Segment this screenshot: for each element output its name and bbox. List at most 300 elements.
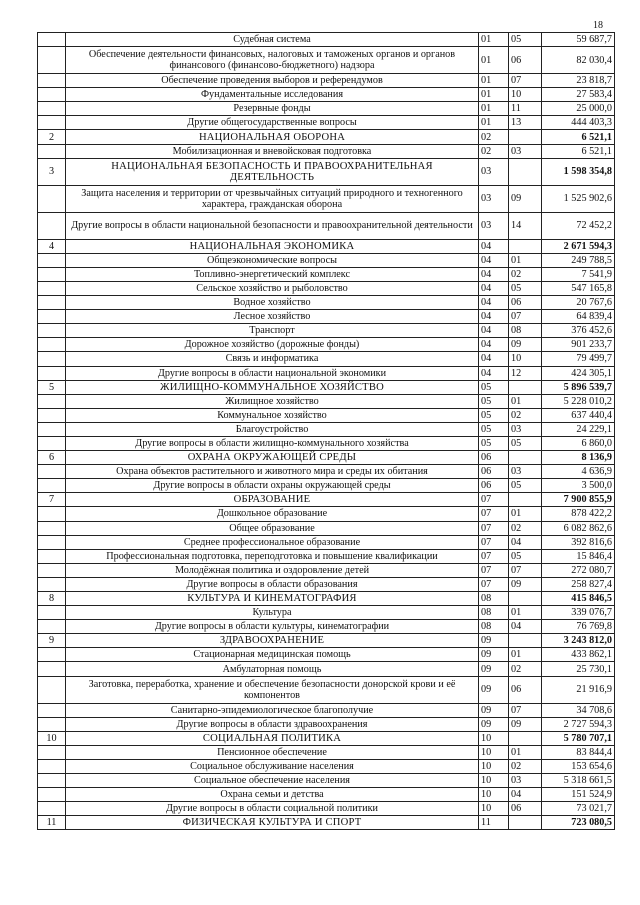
table-row [38, 507, 615, 521]
row-number [38, 606, 66, 620]
page-number: 18 [593, 20, 603, 31]
row-number [38, 33, 66, 47]
section-code: 01 [479, 88, 509, 102]
subsection-code: 02 [509, 408, 542, 422]
row-number [38, 338, 66, 352]
section-code: 03 [479, 212, 509, 239]
row-name: Дошкольное образование [66, 507, 479, 521]
row-number [38, 394, 66, 408]
table-row [38, 759, 615, 773]
row-number [38, 281, 66, 295]
row-number [38, 563, 66, 577]
subsection-code [509, 239, 542, 253]
amount-value: 637 440,4 [542, 408, 615, 422]
table-row [38, 465, 615, 479]
amount-value: 153 654,6 [542, 759, 615, 773]
row-name: Общеэкономические вопросы [66, 253, 479, 267]
table-row [38, 281, 615, 295]
section-code: 06 [479, 479, 509, 493]
amount-value: 25 730,1 [542, 662, 615, 676]
subsection-code [509, 816, 542, 830]
section-code: 07 [479, 563, 509, 577]
row-number [38, 310, 66, 324]
row-name: Амбулаторная помощь [66, 662, 479, 676]
table-row [38, 338, 615, 352]
subsection-code: 04 [509, 620, 542, 634]
budget-table-body [38, 33, 615, 830]
section-row [38, 731, 615, 745]
row-name: Другие вопросы в области культуры, кинематографии [66, 620, 479, 634]
amount-value: 5 228 010,2 [542, 394, 615, 408]
section-code: 09 [479, 703, 509, 717]
row-number [38, 759, 66, 773]
subsection-code: 08 [509, 324, 542, 338]
row-number [38, 745, 66, 759]
amount-value: 272 080,7 [542, 563, 615, 577]
subsection-code: 04 [509, 535, 542, 549]
subsection-code: 01 [509, 745, 542, 759]
amount-value: 79 499,7 [542, 352, 615, 366]
row-number [38, 788, 66, 802]
row-number: 9 [38, 634, 66, 648]
amount-value: 5 318 661,5 [542, 774, 615, 788]
row-number [38, 774, 66, 788]
row-number [38, 253, 66, 267]
section-row [38, 493, 615, 507]
row-name: Стационарная медицинская помощь [66, 648, 479, 662]
row-name: Заготовка, переработка, хранение и обеспечение безопасности донорской крови и её компонентов [66, 676, 479, 703]
subsection-code [509, 130, 542, 144]
section-code: 01 [479, 74, 509, 88]
section-code: 08 [479, 620, 509, 634]
row-number [38, 144, 66, 158]
row-name: Охрана объектов растительного и животного мира и среды их обитания [66, 465, 479, 479]
section-code: 09 [479, 676, 509, 703]
row-number: 5 [38, 380, 66, 394]
table-row [38, 676, 615, 703]
table-row [38, 144, 615, 158]
table-row [38, 88, 615, 102]
row-name: Обеспечение деятельности финансовых, налоговых и таможеных органов и органов финансового (финансово-бюджетного) надзора [66, 47, 479, 74]
subsection-code: 02 [509, 759, 542, 773]
subsection-code: 02 [509, 267, 542, 281]
row-name: Обеспечение проведения выборов и референдумов [66, 74, 479, 88]
row-number [38, 47, 66, 74]
section-code: 03 [479, 185, 509, 212]
amount-value: 20 767,6 [542, 296, 615, 310]
row-name: Другие вопросы в области здравоохранения [66, 717, 479, 731]
subsection-code [509, 451, 542, 465]
row-name: Коммунальное хозяйство [66, 408, 479, 422]
section-code: 11 [479, 816, 509, 830]
row-name: Резервные фонды [66, 102, 479, 116]
amount-value: 24 229,1 [542, 422, 615, 436]
subsection-code: 13 [509, 116, 542, 130]
table-row [38, 422, 615, 436]
table-row [38, 102, 615, 116]
row-number [38, 549, 66, 563]
table-row [38, 479, 615, 493]
row-number: 7 [38, 493, 66, 507]
amount-value: 5 780 707,1 [542, 731, 615, 745]
subsection-code: 01 [509, 253, 542, 267]
section-code: 10 [479, 759, 509, 773]
amount-value: 415 846,5 [542, 592, 615, 606]
table-row [38, 267, 615, 281]
row-name: НАЦИОНАЛЬНАЯ БЕЗОПАСНОСТЬ И ПРАВООХРАНИТЕЛЬНАЯ ДЕЯТЕЛЬНОСТЬ [66, 158, 479, 185]
table-row [38, 212, 615, 239]
row-name: Среднее профессиональное образование [66, 535, 479, 549]
row-name: Пенсионное обеспечение [66, 745, 479, 759]
amount-value: 34 708,6 [542, 703, 615, 717]
subsection-code: 01 [509, 648, 542, 662]
table-row [38, 788, 615, 802]
subsection-code: 01 [509, 507, 542, 521]
section-code: 04 [479, 239, 509, 253]
row-number [38, 436, 66, 450]
section-code: 04 [479, 324, 509, 338]
row-number [38, 717, 66, 731]
amount-value: 7 541,9 [542, 267, 615, 281]
subsection-code: 06 [509, 296, 542, 310]
subsection-code: 05 [509, 479, 542, 493]
amount-value: 376 452,6 [542, 324, 615, 338]
section-code: 04 [479, 296, 509, 310]
subsection-code: 05 [509, 33, 542, 47]
row-number [38, 267, 66, 281]
row-number [38, 507, 66, 521]
amount-value: 82 030,4 [542, 47, 615, 74]
subsection-code: 06 [509, 676, 542, 703]
amount-value: 6 521,1 [542, 144, 615, 158]
row-name: Топливно-энергетический комплекс [66, 267, 479, 281]
row-name: ОБРАЗОВАНИЕ [66, 493, 479, 507]
row-number [38, 296, 66, 310]
amount-value: 547 165,8 [542, 281, 615, 295]
section-code: 01 [479, 116, 509, 130]
row-name: Фундаментальные исследования [66, 88, 479, 102]
section-row [38, 380, 615, 394]
row-name: Транспорт [66, 324, 479, 338]
amount-value: 76 769,8 [542, 620, 615, 634]
section-code: 05 [479, 408, 509, 422]
subsection-code: 03 [509, 144, 542, 158]
row-number [38, 662, 66, 676]
table-row [38, 535, 615, 549]
row-number [38, 185, 66, 212]
subsection-code [509, 634, 542, 648]
amount-value: 3 243 812,0 [542, 634, 615, 648]
section-code: 07 [479, 549, 509, 563]
amount-value: 59 687,7 [542, 33, 615, 47]
section-row [38, 239, 615, 253]
amount-value: 2 727 594,3 [542, 717, 615, 731]
row-number [38, 676, 66, 703]
section-code: 04 [479, 366, 509, 380]
row-name: СОЦИАЛЬНАЯ ПОЛИТИКА [66, 731, 479, 745]
amount-value: 901 233,7 [542, 338, 615, 352]
subsection-code: 02 [509, 662, 542, 676]
section-code: 09 [479, 634, 509, 648]
table-row [38, 33, 615, 47]
section-code: 01 [479, 102, 509, 116]
amount-value: 6 860,0 [542, 436, 615, 450]
amount-value: 723 080,5 [542, 816, 615, 830]
row-name: Защита населения и территории от чрезвычайных ситуаций природного и техногенного характера, гражданская оборона [66, 185, 479, 212]
table-row [38, 774, 615, 788]
table-row [38, 620, 615, 634]
amount-value: 25 000,0 [542, 102, 615, 116]
amount-value: 15 846,4 [542, 549, 615, 563]
section-row [38, 130, 615, 144]
subsection-code: 01 [509, 606, 542, 620]
row-number [38, 802, 66, 816]
section-code: 07 [479, 493, 509, 507]
row-number: 8 [38, 592, 66, 606]
subsection-code: 07 [509, 563, 542, 577]
section-code: 02 [479, 130, 509, 144]
section-row [38, 816, 615, 830]
table-row [38, 521, 615, 535]
section-code: 09 [479, 717, 509, 731]
section-code: 02 [479, 144, 509, 158]
row-number [38, 521, 66, 535]
amount-value: 6 521,1 [542, 130, 615, 144]
table-row [38, 185, 615, 212]
subsection-code: 07 [509, 703, 542, 717]
amount-value: 64 839,4 [542, 310, 615, 324]
section-code: 06 [479, 451, 509, 465]
row-number [38, 535, 66, 549]
table-row [38, 563, 615, 577]
subsection-code [509, 592, 542, 606]
row-number: 4 [38, 239, 66, 253]
table-row [38, 253, 615, 267]
table-row [38, 310, 615, 324]
row-name: Другие вопросы в области социальной политики [66, 802, 479, 816]
subsection-code: 14 [509, 212, 542, 239]
amount-value: 5 896 539,7 [542, 380, 615, 394]
row-number [38, 422, 66, 436]
table-row [38, 352, 615, 366]
table-row [38, 324, 615, 338]
amount-value: 21 916,9 [542, 676, 615, 703]
row-name: Другие вопросы в области охраны окружающей среды [66, 479, 479, 493]
row-number [38, 88, 66, 102]
row-name: Сельское хозяйство и рыболовство [66, 281, 479, 295]
section-code: 07 [479, 507, 509, 521]
section-code: 05 [479, 422, 509, 436]
section-code: 06 [479, 465, 509, 479]
row-name: Водное хозяйство [66, 296, 479, 310]
table-row [38, 47, 615, 74]
table-row [38, 394, 615, 408]
subsection-code: 10 [509, 88, 542, 102]
row-name: Охрана семьи и детства [66, 788, 479, 802]
row-name: ФИЗИЧЕСКАЯ КУЛЬТУРА И СПОРТ [66, 816, 479, 830]
row-name: НАЦИОНАЛЬНАЯ ОБОРОНА [66, 130, 479, 144]
row-number [38, 703, 66, 717]
amount-value: 72 452,2 [542, 212, 615, 239]
row-name: ЖИЛИЩНО-КОММУНАЛЬНОЕ ХОЗЯЙСТВО [66, 380, 479, 394]
section-code: 04 [479, 267, 509, 281]
section-code: 04 [479, 253, 509, 267]
section-code: 10 [479, 788, 509, 802]
amount-value: 7 900 855,9 [542, 493, 615, 507]
amount-value: 73 021,7 [542, 802, 615, 816]
table-row [38, 662, 615, 676]
row-number: 11 [38, 816, 66, 830]
subsection-code: 07 [509, 74, 542, 88]
subsection-code: 05 [509, 549, 542, 563]
amount-value: 392 816,6 [542, 535, 615, 549]
subsection-code: 03 [509, 465, 542, 479]
subsection-code: 09 [509, 577, 542, 591]
section-code: 09 [479, 662, 509, 676]
budget-table [37, 32, 615, 830]
table-row [38, 606, 615, 620]
amount-value: 2 671 594,3 [542, 239, 615, 253]
subsection-code [509, 493, 542, 507]
table-row [38, 802, 615, 816]
row-number [38, 74, 66, 88]
row-number [38, 479, 66, 493]
row-name: Другие вопросы в области жилищно-коммунального хозяйства [66, 436, 479, 450]
section-code: 01 [479, 47, 509, 74]
row-name: Социальное обеспечение населения [66, 774, 479, 788]
row-name: Санитарно-эпидемиологическое благополучие [66, 703, 479, 717]
row-name: Профессиональная подготовка, переподготовка и повышение квалификации [66, 549, 479, 563]
subsection-code: 11 [509, 102, 542, 116]
amount-value: 433 862,1 [542, 648, 615, 662]
amount-value: 339 076,7 [542, 606, 615, 620]
table-row [38, 116, 615, 130]
amount-value: 6 082 862,6 [542, 521, 615, 535]
section-code: 04 [479, 281, 509, 295]
subsection-code: 02 [509, 521, 542, 535]
subsection-code: 05 [509, 281, 542, 295]
amount-value: 249 788,5 [542, 253, 615, 267]
section-code: 04 [479, 338, 509, 352]
subsection-code: 03 [509, 422, 542, 436]
subsection-code [509, 380, 542, 394]
section-code: 10 [479, 774, 509, 788]
section-code: 03 [479, 158, 509, 185]
subsection-code [509, 158, 542, 185]
subsection-code: 01 [509, 394, 542, 408]
row-number: 2 [38, 130, 66, 144]
row-name: Другие вопросы в области образования [66, 577, 479, 591]
row-number: 10 [38, 731, 66, 745]
row-name: Связь и информатика [66, 352, 479, 366]
section-code: 08 [479, 606, 509, 620]
table-row [38, 577, 615, 591]
row-number [38, 212, 66, 239]
amount-value: 8 136,9 [542, 451, 615, 465]
row-name: Жилищное хозяйство [66, 394, 479, 408]
row-name: Социальное обслуживание населения [66, 759, 479, 773]
table-row [38, 74, 615, 88]
table-row [38, 366, 615, 380]
amount-value: 444 403,3 [542, 116, 615, 130]
row-name: ЗДРАВООХРАНЕНИЕ [66, 634, 479, 648]
row-number [38, 620, 66, 634]
section-code: 05 [479, 380, 509, 394]
subsection-code: 04 [509, 788, 542, 802]
section-code: 07 [479, 535, 509, 549]
section-row [38, 451, 615, 465]
amount-value: 27 583,4 [542, 88, 615, 102]
table-row [38, 296, 615, 310]
amount-value: 258 827,4 [542, 577, 615, 591]
row-number [38, 465, 66, 479]
subsection-code [509, 731, 542, 745]
row-number [38, 408, 66, 422]
table-row [38, 549, 615, 563]
section-code: 04 [479, 352, 509, 366]
row-number [38, 324, 66, 338]
table-row [38, 745, 615, 759]
subsection-code: 09 [509, 338, 542, 352]
subsection-code: 03 [509, 774, 542, 788]
subsection-code: 09 [509, 185, 542, 212]
row-name: НАЦИОНАЛЬНАЯ ЭКОНОМИКА [66, 239, 479, 253]
amount-value: 424 305,1 [542, 366, 615, 380]
amount-value: 151 524,9 [542, 788, 615, 802]
section-code: 10 [479, 802, 509, 816]
table-row [38, 703, 615, 717]
section-code: 08 [479, 592, 509, 606]
row-number [38, 116, 66, 130]
row-name: Общее образование [66, 521, 479, 535]
row-name: Другие вопросы в области национальной безопасности и правоохранительной деятельности [66, 212, 479, 239]
table-row [38, 408, 615, 422]
subsection-code: 05 [509, 436, 542, 450]
row-number [38, 352, 66, 366]
subsection-code: 12 [509, 366, 542, 380]
row-name: Дорожное хозяйство (дорожные фонды) [66, 338, 479, 352]
table-row [38, 648, 615, 662]
row-name: Другие общегосударственные вопросы [66, 116, 479, 130]
subsection-code: 07 [509, 310, 542, 324]
row-number [38, 577, 66, 591]
section-code: 04 [479, 310, 509, 324]
row-number [38, 648, 66, 662]
table-row [38, 436, 615, 450]
amount-value: 23 818,7 [542, 74, 615, 88]
section-code: 05 [479, 394, 509, 408]
amount-value: 3 500,0 [542, 479, 615, 493]
section-code: 10 [479, 731, 509, 745]
subsection-code: 06 [509, 802, 542, 816]
section-code: 07 [479, 521, 509, 535]
row-name: Другие вопросы в области национальной экономики [66, 366, 479, 380]
table-row [38, 717, 615, 731]
row-name: Судебная система [66, 33, 479, 47]
section-row [38, 592, 615, 606]
row-name: Мобилизационная и вневойсковая подготовка [66, 144, 479, 158]
subsection-code: 10 [509, 352, 542, 366]
row-name: Молодёжная политика и оздоровление детей [66, 563, 479, 577]
row-name: ОХРАНА ОКРУЖАЮЩЕЙ СРЕДЫ [66, 451, 479, 465]
subsection-code: 06 [509, 47, 542, 74]
amount-value: 1 525 902,6 [542, 185, 615, 212]
section-code: 10 [479, 745, 509, 759]
section-code: 09 [479, 648, 509, 662]
row-name: Культура [66, 606, 479, 620]
section-code: 05 [479, 436, 509, 450]
row-name: Благоустройство [66, 422, 479, 436]
